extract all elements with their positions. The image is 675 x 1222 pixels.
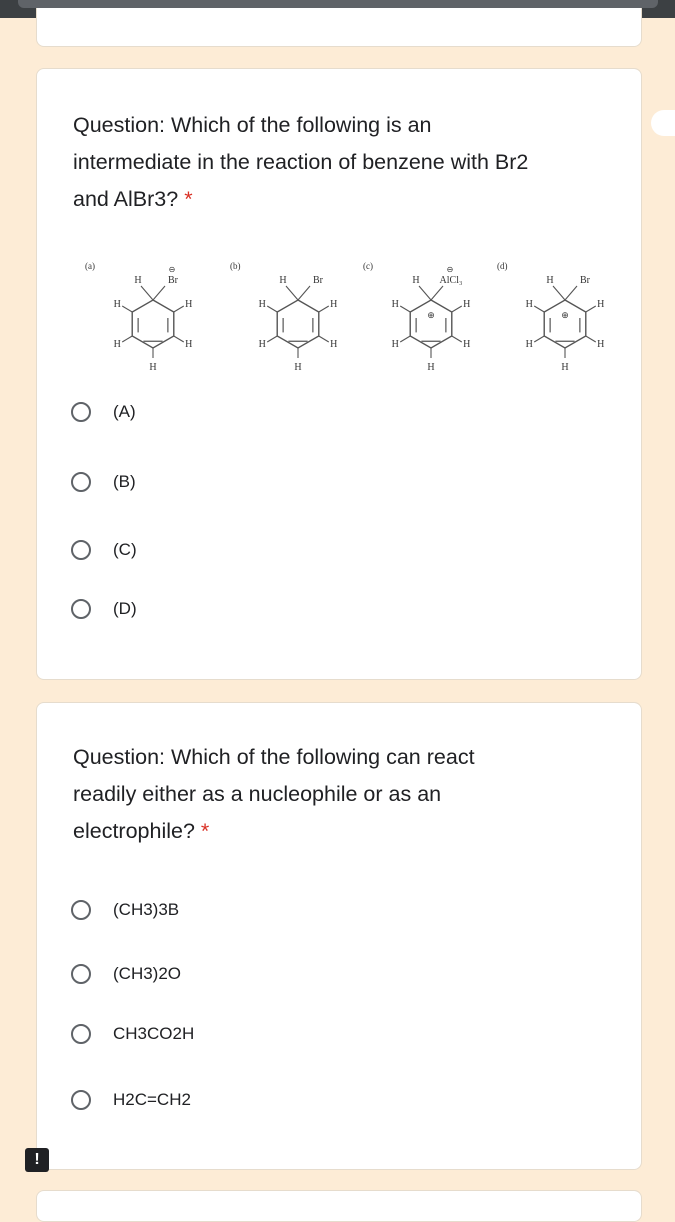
top-bar-inner [18,0,658,8]
bond [298,286,310,300]
atom-label: H [525,339,533,350]
bond [565,286,577,300]
option-label: CH3CO2H [113,1024,195,1043]
structure-3 [363,261,470,373]
option-label: H2C=CH2 [113,1090,191,1109]
warning-badge[interactable]: ! [25,1148,49,1172]
bond [319,336,329,342]
charge-symbol: ⊖ [168,265,176,274]
bond [553,286,565,300]
atom-label: H [412,275,420,286]
bond [452,306,462,312]
question-card-1 [36,68,642,680]
structure-1 [85,261,192,373]
atom-label: H [149,362,157,373]
bond [419,286,431,300]
atom-label: H [427,362,435,373]
atom-label: H [279,275,287,286]
atom-label: AlCl₃ [439,275,463,286]
required-asterisk: * [200,819,210,843]
bond [174,306,184,312]
atom-label: H [391,299,399,310]
atom-label: Br [168,275,178,286]
reaction-intermediates-figure [65,257,615,382]
bond [534,306,544,312]
radio-button[interactable] [71,402,91,422]
atom-label: Br [580,275,590,286]
q1-option-a[interactable] [71,397,136,427]
next-card [36,1190,642,1222]
required-asterisk: * [184,187,193,211]
radio-button[interactable] [71,540,91,560]
atom-label: H [330,299,338,310]
q2-option-1[interactable] [71,895,179,925]
radio-button[interactable] [71,900,91,920]
q1-option-d[interactable] [71,594,137,624]
question-2-label: Question: Which of the following can react readily either as a nucleophile or as an electrophile? [73,745,475,843]
bond [267,336,277,342]
question-card-2 [36,702,642,1170]
atom-label: H [463,339,471,350]
atom-label: H [185,299,193,310]
radio-button[interactable] [71,599,91,619]
q1-option-b[interactable] [71,467,136,497]
structure-tag: (d) [497,261,508,271]
atom-label: H [597,339,605,350]
atom-label: H [463,299,471,310]
atom-label: H [546,275,554,286]
previous-card [36,8,642,47]
option-label: (C) [113,540,137,559]
bond [431,286,443,300]
bond [452,336,462,342]
atom-label: H [294,362,302,373]
q2-option-4[interactable] [71,1085,191,1115]
atom-label: H [258,339,266,350]
atom-label: H [391,339,399,350]
bond [319,306,329,312]
side-tab [651,110,675,136]
atom-label: H [561,362,569,373]
q1-option-c[interactable] [71,535,137,565]
bond [400,306,410,312]
atom-label: H [113,299,121,310]
question-2-text [73,739,533,850]
option-label: (A) [113,402,136,421]
radio-button[interactable] [71,1090,91,1110]
bond [122,336,132,342]
bond [286,286,298,300]
bond [586,336,596,342]
atom-label: Br [313,275,323,286]
radio-button[interactable] [71,1024,91,1044]
bond [267,306,277,312]
radio-button[interactable] [71,964,91,984]
option-label: (D) [113,599,137,618]
option-label: (B) [113,472,136,491]
bond [122,306,132,312]
charge-symbol: ⊖ [446,265,454,274]
atom-label: H [113,339,121,350]
ring-charge: ⊕ [561,310,569,320]
bond [153,286,165,300]
q2-option-3[interactable] [71,1019,194,1049]
atom-label: H [185,339,193,350]
ring-charge: ⊕ [427,310,435,320]
q2-option-2[interactable] [71,959,181,989]
option-label: (CH3)2O [113,964,182,983]
bond [534,336,544,342]
bond [400,336,410,342]
bond [141,286,153,300]
atom-label: H [597,299,605,310]
structure-2 [230,261,337,373]
atom-label: H [525,299,533,310]
atom-label: H [330,339,338,350]
radio-button[interactable] [71,472,91,492]
atom-label: H [134,275,142,286]
structure-tag: (b) [230,261,241,271]
atom-label: H [258,299,266,310]
structure-tag: (a) [85,261,95,271]
structure-4 [497,261,604,373]
question-1-label: Question: Which of the following is an intermediate in the reaction of benzene with Br2 and AlBr3? [73,113,529,211]
question-1-text [73,107,533,218]
bond [586,306,596,312]
bond [174,336,184,342]
option-label: (CH3)3B [113,900,180,919]
structure-tag: (c) [363,261,373,271]
